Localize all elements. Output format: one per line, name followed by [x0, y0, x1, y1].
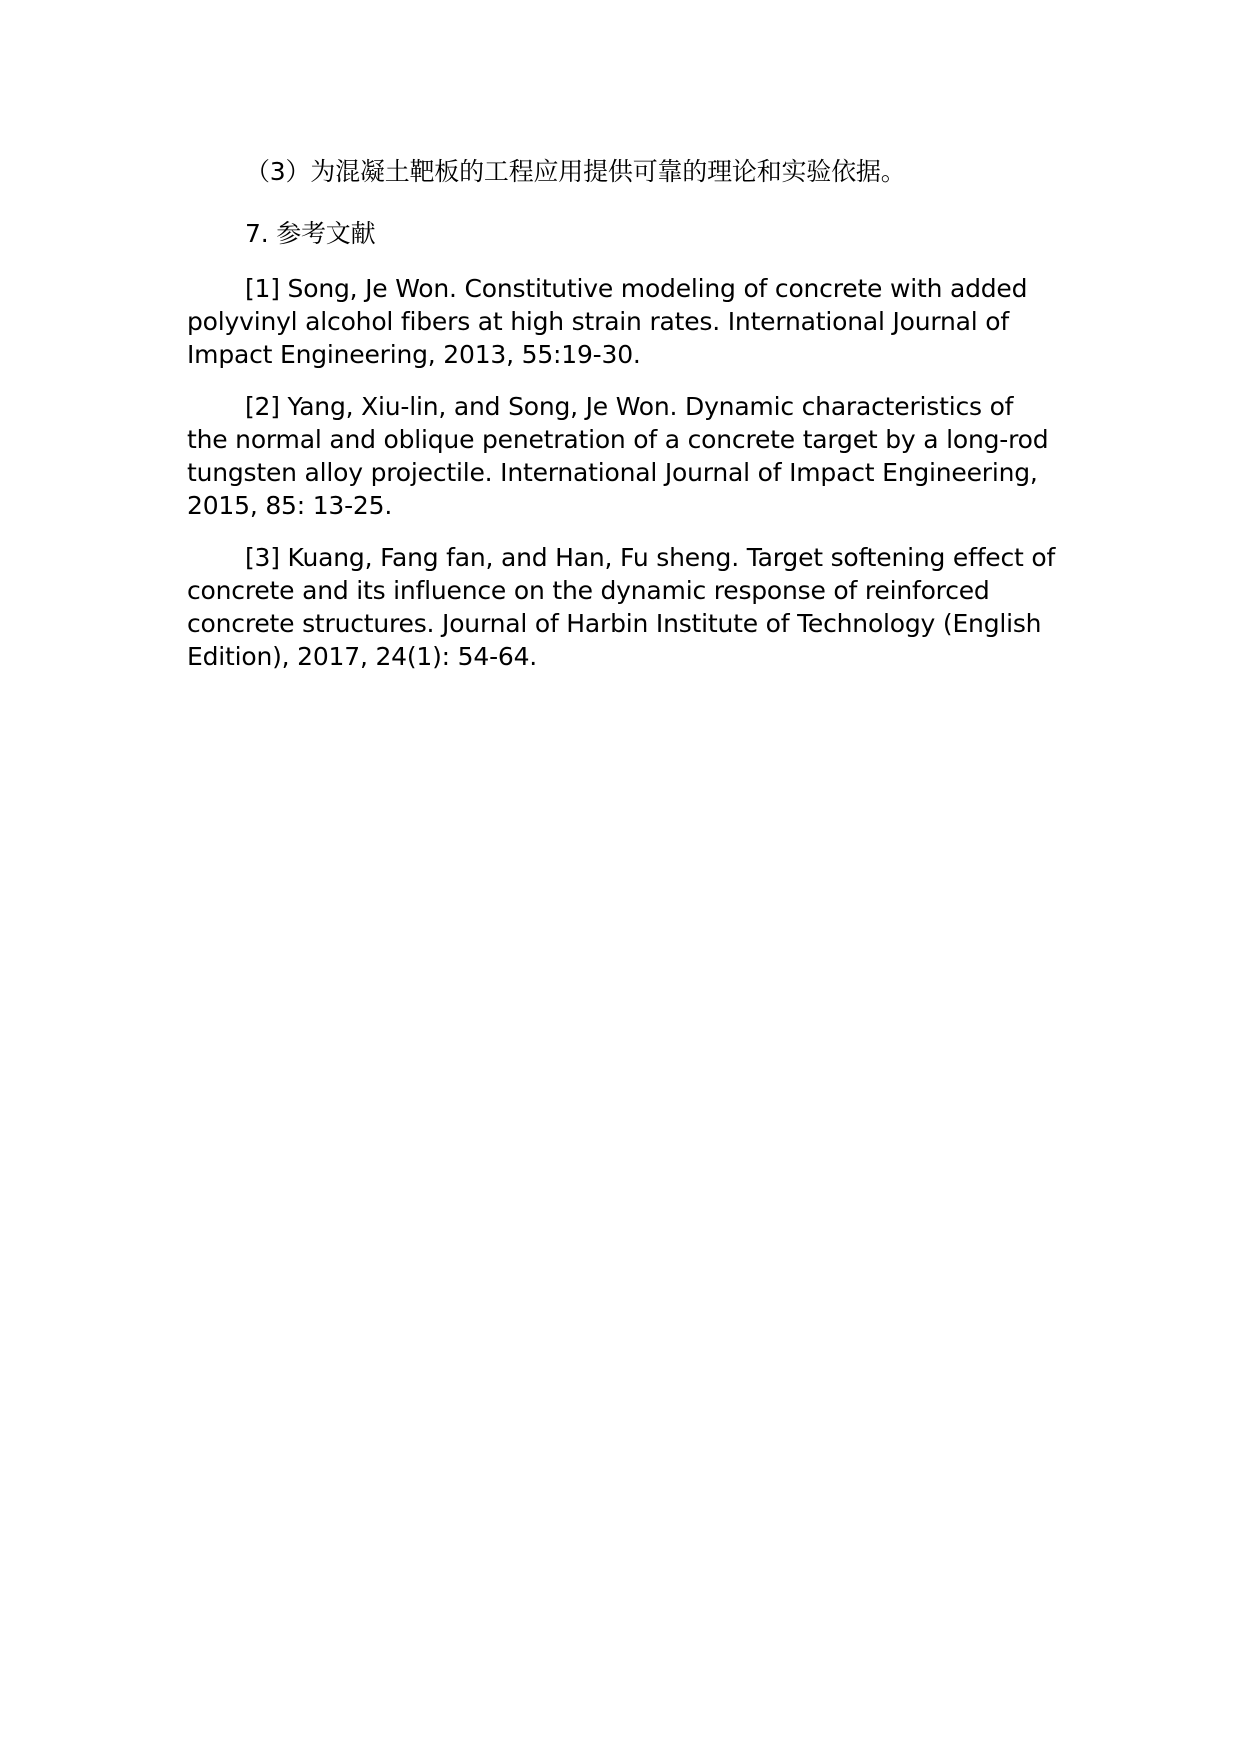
paragraph-item-3: （3）为混凝土靶板的工程应用提供可靠的理论和实验依据。: [245, 157, 906, 186]
reference-item-2: [2] Yang, Xiu-lin, and Song, Je Won. Dynamic characteristics of the normal and oblique penetration of a concrete target by a long-rod tungsten alloy projectile. International Journal of Impact Engineering, 2015, 85: 13-25.: [187, 392, 1049, 520]
reference-item-3: [3] Kuang, Fang fan, and Han, Fu sheng. Target softening effect of concrete and its influence on the dynamic response of reinforced concrete structures. Journal of Harbin Institute of Technology (English Edition), 2017, 24(1): 54-64.: [187, 543, 1056, 671]
page-body: [187, 155, 1057, 692]
reference-item-1: [1] Song, Je Won. Constitutive modeling of concrete with added polyvinyl alcohol fibers at high strain rates. International Journal of Impact Engineering, 2013, 55:19-30.: [187, 274, 1028, 369]
section-heading-references: 7. 参考文献: [245, 219, 376, 248]
